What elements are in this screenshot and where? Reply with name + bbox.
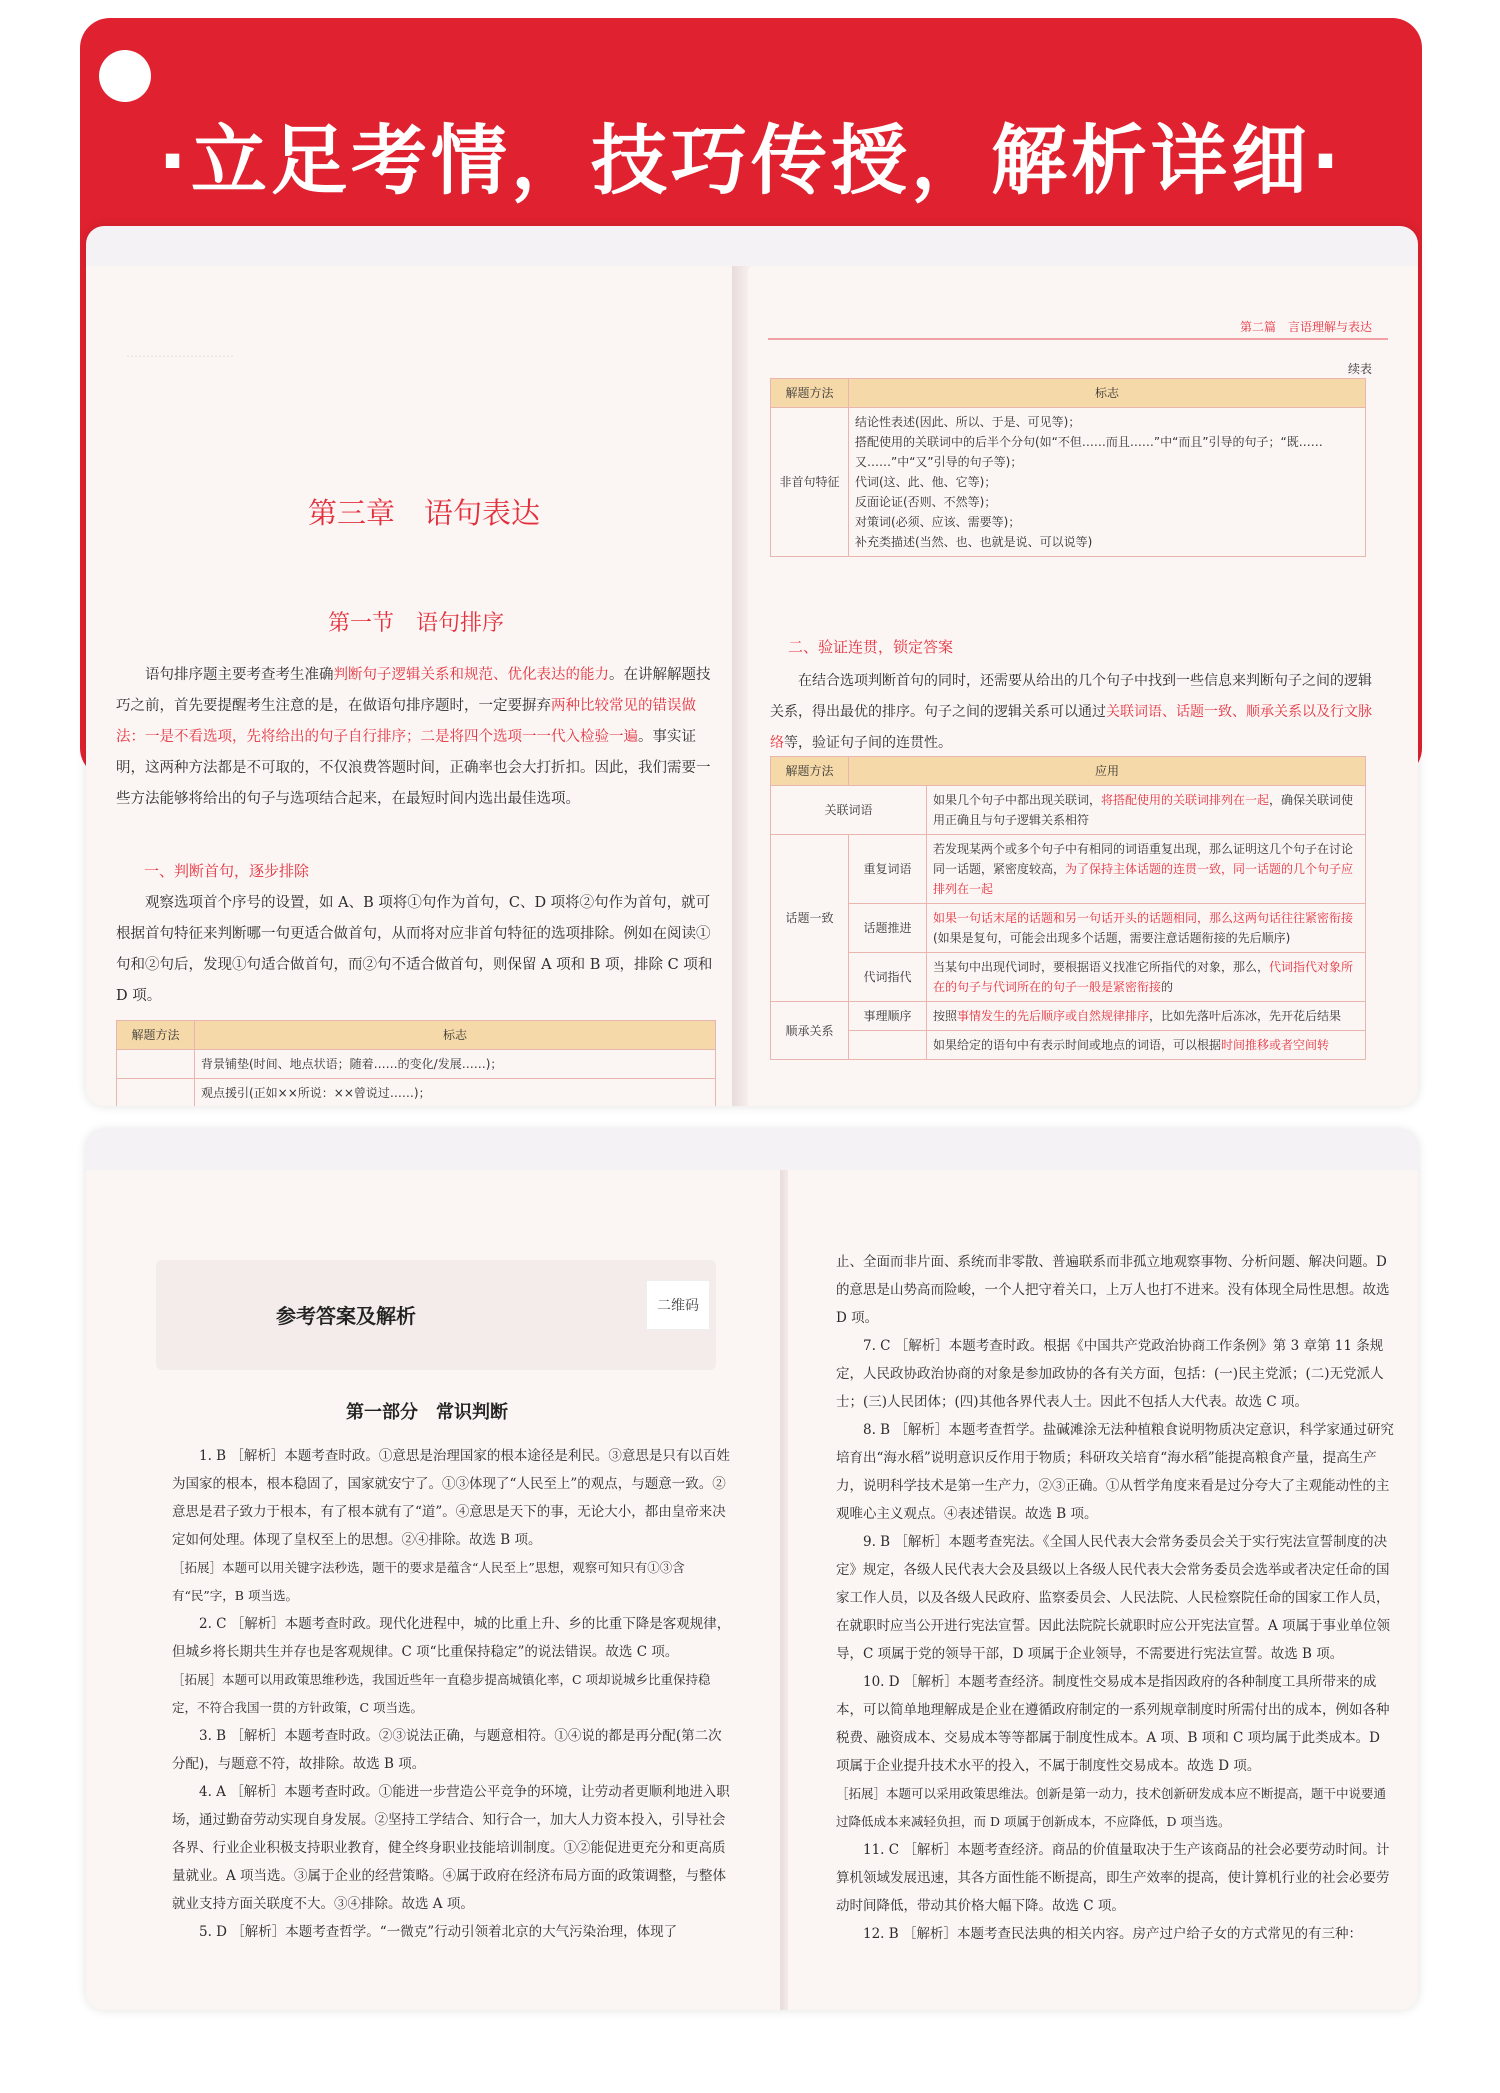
heading-verify-coherence: 二、验证连贯，锁定答案 [788, 638, 954, 656]
answer-item: 1. B ［解析］本题考查时政。①意思是治理国家的根本途径是利民。③意思是只有以百姓为国家的根本，根本稳固了，国家就安宁了。①③体现了“人民至上”的观点，与题意一致。②意思是君子致力于根本，有了根本就有了“道”。④意思是天下的事，无论大小，都由皇帝来决定如何处理。体现了皇权至上的思想。②④排除。故选 B 项。 [172, 1448, 730, 1548]
answer-item: 9. B ［解析］本题考查宪法。《全国人民代表大会常务委员会关于实行宪法宣誓制度的决定》规定，各级人民代表大会及县级以上各级人民代表大会常务委员会选举或者决定任命的国家工作人员，以及各级人民政府、监察委员会、人民法院、人民检察院任命的国家工作人员，在就职时应当公开进行宪法宣誓。因此法院院长就职时应公开宪法宣誓。A 项属于事业单位领导，C 项属于党的领导干部，D 项属于企业领导，不需要进行宪法宣誓。故选 B 项。 [836, 1534, 1391, 1662]
answer-extension: ［拓展］本题可以采用政策思维法。创新是第一动力，技术创新研发成本应不断提高，题干中说要通过降低成本来减轻负担，而 D 项属于创新成本，不应降低，D 项当选。 [836, 1786, 1387, 1829]
row-label: 重复词语 [849, 835, 927, 904]
hang-hole [99, 50, 151, 102]
table-header-mark: 标志 [849, 379, 1366, 408]
coherence-paragraph: 在结合选项判断首句的同时，还需要从给出的几个句子中找到一些信息来判断句子之间的逻辑关系，得出最优的排序。句子之间的逻辑关系可以通过关联词语、话题一致、顺承关系以及行文脉络等，验证句子间的连贯性。 [770, 673, 1372, 751]
row-label: 代词指代 [849, 953, 927, 1002]
table-row: 观点援引(正如××所说：××曾说过……)； [195, 1079, 716, 1107]
answer-item: 11. C ［解析］本题考查经济。商品的价值量取决于生产该商品的社会必要劳动时间。计算机领域发展迅速，其各方面性能不断提高，即生产效率的提高，使计算机行业的社会必要劳动时间降低，带动其价格大幅下降。故选 C 项。 [836, 1842, 1390, 1914]
answer-item: 4. A ［解析］本题考查时政。①能进一步营造公平竞争的环境，让劳动者更顺利地进入职场，通过勤奋劳动实现自身发展。②坚持工学结合、知行合一，加大人力资本投入，引导社会各界、行业企业积极支持职业教育，健全终身职业技能培训制度。①②能促进更充分和更高质量就业。A 项当选。③属于企业的经营策略。④属于政府在经济布局方面的政策调整，与整体就业支持方面关联度不大。③④排除。故选 A 项。 [172, 1784, 730, 1912]
chapter-title: 第三章 语句表达 [308, 496, 541, 530]
qr-code-placeholder: 二维码 [646, 1280, 710, 1330]
group-label: 顺承关系 [771, 1002, 849, 1060]
answer-item: 12. B ［解析］本题考查民法典的相关内容。房产过户给子女的方式常见的有三种： [863, 1926, 1362, 1942]
table-header-mark: 标志 [195, 1021, 716, 1050]
group-label: 话题一致 [771, 835, 849, 1002]
answer-item: 止、全面而非片面、系统而非零散、普遍联系而非孤立地观察事物、分析问题、解决问题。D 的意思是山势高而险峻，一个人把守着关口，上万人也打不进来。没有体现全局性思想。故选 D 项。 [836, 1254, 1390, 1326]
section-title: 第一节 语句排序 [328, 611, 505, 636]
bottom-book-spread [86, 1130, 1418, 2010]
heading-judge-first-sentence: 一、判断首句，逐步排除 [144, 862, 310, 880]
title-band [156, 1260, 716, 1370]
left-page-answers [86, 1170, 786, 2010]
table-header-method: 解题方法 [771, 757, 849, 786]
table-header-method: 解题方法 [117, 1021, 195, 1050]
table-header-apply: 应用 [849, 757, 1366, 786]
answer-item: 7. C ［解析］本题考查时政。根据《中国共产党政治协商工作条例》第 3 章第 11 条规定，人民政协政治协商的对象是参加政协的各有关方面，包括：(一)民主党派；(二)无党派人士；(三)人民团体；(四)其他各界代表人士。因此不包括人大代表。故选 C 项。 [836, 1338, 1384, 1410]
intro-paragraph: 语句排序题主要考查考生准确判断句子逻辑关系和规范、优化表达的能力。在讲解解题技巧之前，首先要提醒考生注意的是，在做语句排序题时，一定要摒弃两种比较常见的错误做法：一是不看选项，先将给出的句子自行排序；二是将四个选项一一代入检验一遍。事实证明，这两种方法都是不可取的，不仅浪费答题时间，正确率也会大打折扣。因此，我们需要一些方法能够将给出的句子与选项结合起来，在最短时间内选出最佳选项。 [116, 667, 711, 807]
answer-item: 3. B ［解析］本题考查时政。②③说法正确，与题意相符。①④说的都是再分配(第二次分配)，与题意不符，故排除。故选 B 项。 [172, 1728, 722, 1772]
answer-item: 2. C ［解析］本题考查时政。现代化进程中，城的比重上升、乡的比重下降是客观规律，但城乡将长期共生并存也是客观规律。C 项“比重保持稳定”的说法错误。故选 C 项。 [172, 1616, 731, 1660]
answer-item: 10. D ［解析］本题考查经济。制度性交易成本是指因政府的各种制度工具所带来的成本，可以简单地理解成是企业在遵循政府制定的一系列规章制度时所需付出的成本，例如各种税费、融资成本、交易成本等等都属于制度性成本。A 项、B 项和 C 项均属于此类成本。D 项属于企业提升技术水平的投入，不属于制度性交易成本。故选 D 项。 [836, 1674, 1390, 1774]
answer-extension: ［拓展］本题可以用关键字法秒选，题干的要求是蕴含“人民至上”思想，观察可知只有①③含有“民”字，B 项当选。 [172, 1560, 685, 1603]
table-row: 背景铺垫(时间、地点状语；随着……的变化/发展……)； [195, 1050, 716, 1079]
answer-item: 8. B ［解析］本题考查哲学。盐碱滩涂无法种植粮食说明物质决定意识，科学家通过研究培育出“海水稻”说明意识反作用于物质；科研攻关培育“海水稻”能提高粮食产量，提高生产力，说明科学技术是第一生产力，②③正确。①从哲学角度来看是过分夸大了主观能动性的主观唯心主义观点。④表述错误。故选 B 项。 [836, 1422, 1394, 1522]
row-label: 关联词语 [771, 786, 927, 835]
answer-extension: ［拓展］本题可以用政策思维秒选，我国近些年一直稳步提高城镇化率，C 项却说城乡比重保持稳定，不符合我国一贯的方针政策，C 项当选。 [172, 1672, 711, 1715]
method-paragraph: 观察选项首个序号的设置，如 A、B 项将①句作为首句，C、D 项将②句作为首句，就可根据首句特征来判断哪一句更适合做首句，从而将对应非首句特征的选项排除。例如在阅读①句和②句后，发现①句适合做首句，而②句不适合做首句，则保留 A 项和 B 项，排除 C 项和 D 项。 [116, 895, 713, 1004]
left-page-chapter: ……………………… 第三章 语句表达 第一节 语句排序 语句排序题主要考查考生准确判断句子逻辑关系和规范、优化表达的能力。在讲解解题技巧之前，首先要提醒考生注意的是，在做语句排序题时，一定要摒弃两种比较常见的错误做法：一是不看选项，先将给出的句子自行排序；二是将四个选项一一代入检验一遍。事实证明，这两种方法都是不可取的，不仅浪费答题时间，正确率也会大打折扣。因此，我们需要一些方法能够将给出的句子与选项结合起来，在最短时间内选出最佳选项。 一、判断首句，逐步排除 观察选项首个序号的设置，如 A、B 项将①句作为首句，C、D 项将②句作为首句，就可根据首句特征来判断哪一句更适合做首句，从而将对应非首句特征的选项排除。例如在阅读①句和②句后，发现①句适合做首句，而②句不适合做首句，则保留 A 项和 B 项，排除 C 项和 D 项。 解题方法 标志 背景铺垫(时间、地点状语；随着……的变化/发展……)； 观点援引(正如××所说：××曾说过……)； [86, 266, 738, 1106]
answers-column-right [836, 1248, 1396, 1948]
row-label: 事理顺序 [849, 1002, 927, 1031]
running-head: 第二篇 言语理解与表达 [1239, 320, 1372, 334]
part-title: 第一部分 常识判断 [346, 1402, 508, 1423]
non-first-sentence-table: 解题方法 标志 非首句特征 结论性表述(因此、所以、于是、可见等)； 搭配使用的关联词中的后半个分句(如“不但……而且……”中“而且”引导的句子；“既……又……”中“又”引导的句子等)； 代词(这、此、他、它等)； 反面论证(否则、不然等)； 对策词(必须、应该、需要等)； 补充类描述(当然、也、也就是说、可以说等) [770, 378, 1366, 557]
continued-label: 续表 [1347, 362, 1372, 376]
row-label: 话题推进 [849, 904, 927, 953]
banner-headline: ·立足考情，技巧传授，解析详细· [158, 116, 1344, 205]
top-book-spread [86, 226, 1418, 1106]
right-page-methods [748, 266, 1418, 1106]
running-head-rule [768, 338, 1388, 340]
answer-item: 5. D ［解析］本题考查哲学。“一微克”行动引领着北京的大气污染治理，体现了 [199, 1924, 678, 1940]
answers-column-left [172, 1442, 732, 1946]
table-header-method: 解题方法 [771, 379, 849, 408]
row-label: 非首句特征 [771, 408, 849, 557]
coherence-table: 解题方法 应用 关联词语 如果几个句子中都出现关联词，将搭配使用的关联词排列在一起，确保关联词使用正确且与句子逻辑关系相符 话题一致 重复词语 若发现某两个或多个句子中有相同的词语重复出现，那么证明这几个句子在讨论同一话题，紧密度较高，为了保持主体话题的连贯一致，同一话题的几个句子应排列在一起 话题推进 如果一句话末尾的话题和另一句话开头的话题相同，那么这两句话往往紧密衔接(如果是复句，可能会出现多个话题，需要注意话题衔接的先后顺序) 代词指代 当某句中出现代词时，要根据语义找准它所指代的对象，那么，代词指代对象所在的句子与代词所在的句子一般是紧密衔接的 顺承关系 事理顺序 按照事情发生的先后顺序或自然规律排序，比如先落叶后冻冰，先开花后结果 如果给定的语句中有表示时间或地点的词语，可以根据时间推移或者空间转 [770, 756, 1366, 1060]
first-sentence-table [116, 1020, 716, 1106]
right-page-answers [788, 1170, 1418, 2010]
answers-title: 参考答案及解析 [276, 1304, 416, 1328]
